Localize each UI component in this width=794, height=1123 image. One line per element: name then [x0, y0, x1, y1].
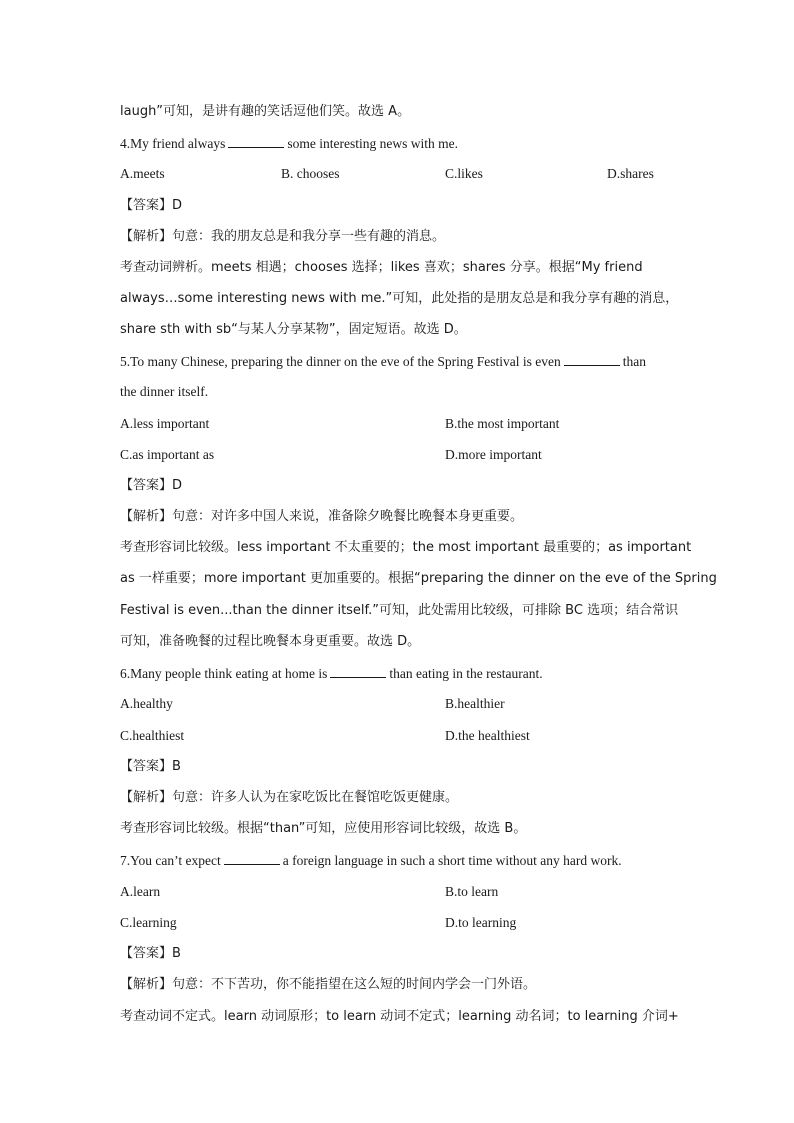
option-c: C.as important as — [120, 447, 215, 462]
answer-line: 【答案】B — [120, 759, 181, 774]
explanation-line: Festival is even...than the dinner itself.”可知，此处需用比较级，可排除 BC 选项；结合常识 — [120, 603, 679, 618]
option-b: B.to learn — [445, 884, 499, 899]
explanation-line: laugh”可知，是讲有趣的笑话逗他们笑。故选 A。 — [120, 104, 411, 119]
question-6 — [120, 663, 680, 683]
explanation-line: 【解析】句意：对许多中国人来说，准备除夕晚餐比晚餐本身更重要。 — [120, 509, 524, 524]
explanation-line: 考查形容词比较级。根据“than”可知，应使用形容词比较级，故选 B。 — [120, 821, 527, 836]
option-b: B.healthier — [445, 696, 505, 711]
option-d: D.shares — [607, 166, 654, 181]
options-row — [120, 882, 680, 902]
question-text: than eating in the restaurant. — [389, 666, 543, 681]
question-7 — [120, 850, 680, 870]
answer-line: 【答案】D — [120, 478, 183, 493]
question-text: than — [622, 354, 646, 369]
option-c: C.healthiest — [120, 728, 185, 743]
explanation-line: as 一样重要；more important 更加重要的。根据“preparing the dinner on the eve of the Spring — [120, 571, 717, 586]
explanation-line: 【解析】句意：许多人认为在家吃饭比在餐馆吃饭更健康。 — [120, 790, 459, 805]
question-text: 6.Many people think eating at home is — [120, 666, 328, 681]
explanation-line: share sth with sb“与某人分享某物”，固定短语。故选 D。 — [120, 322, 467, 337]
answer-line: 【答案】B — [120, 946, 181, 961]
option-a: A.meets — [120, 166, 165, 181]
explanation-line: 考查动词不定式。learn 动词原形；to learn 动词不定式；learning 动名词；to learning 介词+ — [120, 1009, 679, 1024]
answer-blank — [330, 663, 386, 678]
option-a: A.less important — [120, 416, 210, 431]
answer-line: 【答案】D — [120, 198, 183, 213]
question-text: a foreign language in such a short time without any hard work. — [282, 853, 622, 868]
explanation-line: 考查动词辨析。meets 相遇；chooses 选择；likes 喜欢；shares 分享。根据“My friend — [120, 260, 643, 275]
option-b: B. chooses — [281, 166, 340, 181]
answer-blank — [564, 351, 620, 366]
question-4 — [120, 133, 680, 153]
question-text: 5.To many Chinese, preparing the dinner on the eve of the Spring Festival is even — [120, 354, 561, 369]
options-row — [120, 414, 680, 434]
option-c: C.likes — [445, 166, 483, 181]
option-d: D.the healthiest — [445, 728, 530, 743]
option-a: A.learn — [120, 884, 161, 899]
options-row — [120, 445, 680, 465]
option-c: C.learning — [120, 915, 177, 930]
options-row — [120, 913, 680, 933]
option-d: D.more important — [445, 447, 542, 462]
answer-blank — [228, 133, 284, 148]
answer-blank — [224, 850, 280, 865]
question-text: 4.My friend always — [120, 136, 226, 151]
explanation-line: 考查形容词比较级。less important 不太重要的；the most important 最重要的；as important — [120, 540, 692, 555]
question-5-continued: the dinner itself. — [120, 384, 209, 399]
options-row — [120, 726, 680, 746]
explanation-line: 【解析】句意：不下苦功，你不能指望在这么短的时间内学会一门外语。 — [120, 977, 537, 992]
question-text: some interesting news with me. — [287, 136, 458, 151]
option-a: A.healthy — [120, 696, 173, 711]
option-b: B.the most important — [445, 416, 560, 431]
question-text: 7.You can’t expect — [120, 853, 221, 868]
explanation-line: 可知，准备晚餐的过程比晚餐本身更重要。故选 D。 — [120, 634, 421, 649]
explanation-line: 【解析】句意：我的朋友总是和我分享一些有趣的消息。 — [120, 229, 446, 244]
options-row — [120, 164, 680, 184]
explanation-line: always…some interesting news with me.”可知，此处指的是朋友总是和我分享有趣的消息， — [120, 291, 679, 306]
option-d: D.to learning — [445, 915, 517, 930]
options-row — [120, 694, 680, 714]
question-5 — [120, 351, 680, 371]
